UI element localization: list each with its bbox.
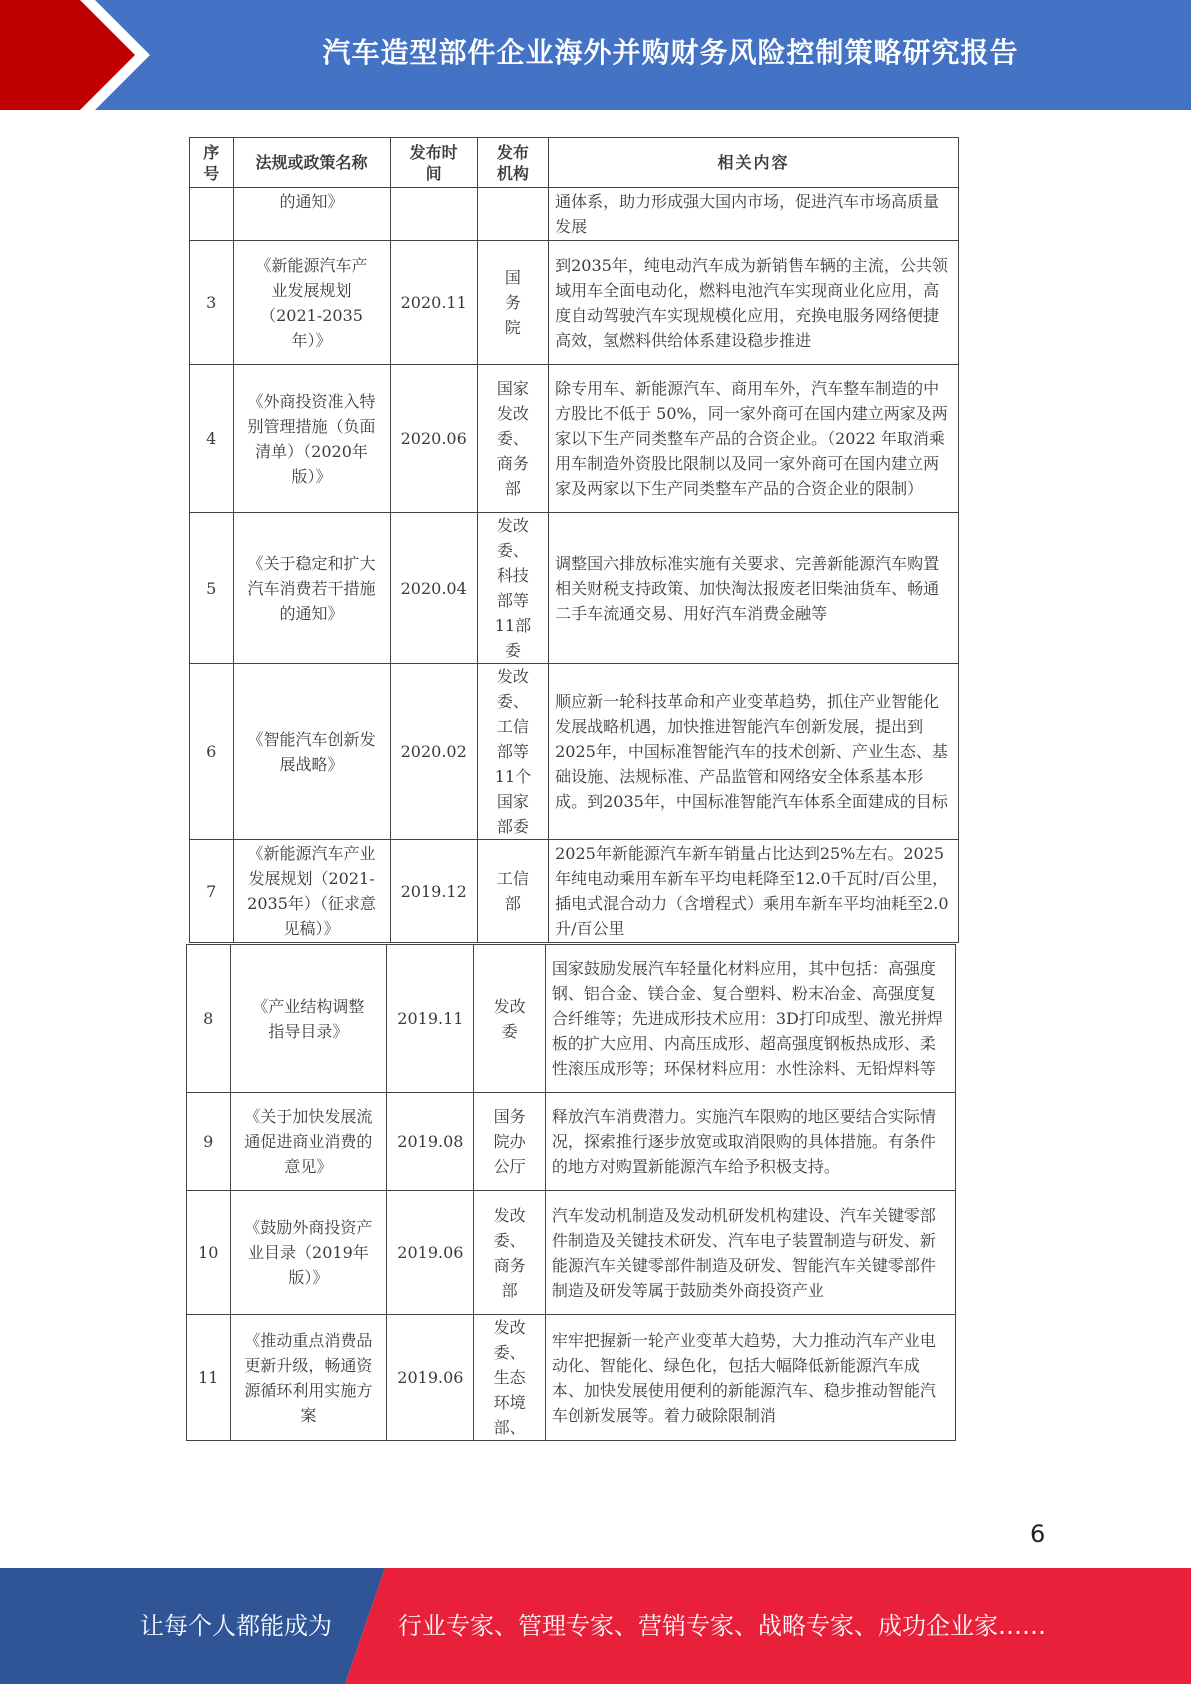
table-row (190, 664, 959, 840)
row-content: 通体系，助力形成强大国内市场，促进汽车市场高质量发展 (549, 188, 959, 241)
table-row (190, 513, 959, 664)
table-row (190, 365, 959, 513)
header-org: 发布机构 (477, 138, 548, 188)
footer-slogan-right: 行业专家、管理专家、营销专家、战略专家、成功企业家…… (398, 1612, 1046, 1640)
row-no (190, 188, 234, 241)
row-org: 工信部 (477, 840, 548, 943)
row-content: 到2035年，纯电动汽车成为新销售车辆的主流，公共领域用车全面电动化，燃料电池汽车实现商业化应用，高度自动驾驶汽车实现规模化应用，充换电服务网络便捷高效，氢燃料供给体系建设稳步推进 (549, 241, 959, 365)
row-content: 国家鼓励发展汽车轻量化材料应用，其中包括：高强度钢、铝合金、镁合金、复合塑料、粉末冶金、高强度复合纤维等；先进成形技术应用：3D打印成型、激光拼焊板的扩大应用、内高压成形、超高强度钢板热成形、柔性滚压成形等；环保材料应用：水性涂料、无铅焊料等 (545, 945, 955, 1093)
row-content: 调整国六排放标准实施有关要求、完善新能源汽车购置相关财税支持政策、加快淘汰报废老旧柴油货车、畅通二手车流通交易、用好汽车消费金融等 (549, 513, 959, 664)
row-date: 2019.06 (387, 1191, 474, 1315)
row-org: 国家发改委、商务部 (477, 365, 548, 513)
row-org: 发改委、工信部等11个国家部委 (477, 664, 548, 840)
footer-slogan-left: 让每个人都能成为 (140, 1612, 332, 1640)
table-row (190, 840, 959, 943)
row-content: 除专用车、新能源汽车、商用车外，汽车整车制造的中方股比不低于 50%，同一家外商可在国内建立两家及两家以下生产同类整车产品的合资企业。（2022 年取消乘用车制造外资股比限制以及同一家外商可在国内建立两家及两家以下生产同类整车产品的合资企业的限制） (549, 365, 959, 513)
row-date: 2020.04 (390, 513, 477, 664)
row-name: 《产业结构调整指导目录》 (230, 945, 387, 1093)
row-name: 《推动重点消费品更新升级，畅通资源循环利用实施方案 (230, 1315, 387, 1441)
row-org: 发改委、商务部 (474, 1191, 545, 1315)
row-content: 释放汽车消费潜力。实施汽车限购的地区要结合实际情况，探索推行逐步放宽或取消限购的具体措施。有条件的地方对购置新能源汽车给予积极支持。 (545, 1093, 955, 1191)
row-name: 《外商投资准入特别管理措施（负面清单）（2020年版）》 (233, 365, 390, 513)
header-chevron-icon (0, 0, 150, 110)
row-content: 顺应新一轮科技革命和产业变革趋势，抓住产业智能化发展战略机遇，加快推进智能汽车创新发展，提出到2025年，中国标准智能汽车的技术创新、产业生态、基础设施、法规标准、产品监管和网络安全体系基本形成。到2035年，中国标准智能汽车体系全面建成的目标 (549, 664, 959, 840)
row-no: 10 (187, 1191, 231, 1315)
row-org: 发改委、科技部等11部委 (477, 513, 548, 664)
row-content: 2025年新能源汽车新车销量占比达到25%左右。2025年纯电动乘用车新车平均电耗降至12.0千瓦时/百公里，插电式混合动力（含增程式）乘用车新车平均油耗至2.0升/百公里 (549, 840, 959, 943)
row-date: 2019.11 (387, 945, 474, 1093)
row-date: 2020.02 (390, 664, 477, 840)
table-row (187, 1191, 956, 1315)
row-date: 2019.12 (390, 840, 477, 943)
row-name: 《新能源汽车产业发展规划（2021-2035年）》 (233, 241, 390, 365)
header-no: 序号 (190, 138, 234, 188)
header-content: 相关内容 (549, 138, 959, 188)
page-footer (0, 1568, 1191, 1684)
row-date (390, 188, 477, 241)
row-no: 4 (190, 365, 234, 513)
table-row (190, 188, 959, 241)
row-no: 9 (187, 1093, 231, 1191)
row-name: 《鼓励外商投资产业目录（2019年版）》 (230, 1191, 387, 1315)
header-date: 发布时间 (390, 138, 477, 188)
row-name: 的通知》 (233, 188, 390, 241)
header-name: 法规或政策名称 (233, 138, 390, 188)
table-header-row (190, 138, 959, 188)
row-no: 8 (187, 945, 231, 1093)
row-name: 《关于加快发展流通促进商业消费的意见》 (230, 1093, 387, 1191)
row-org: 国务院办公厅 (474, 1093, 545, 1191)
row-no: 3 (190, 241, 234, 365)
row-no: 5 (190, 513, 234, 664)
table-row (187, 945, 956, 1093)
row-date: 2019.08 (387, 1093, 474, 1191)
row-org: 发改委、生态环境部、 (474, 1315, 545, 1441)
row-org: 国务院 (477, 241, 548, 365)
row-name: 《新能源汽车产业发展规划（2021-2035年）（征求意见稿）》 (233, 840, 390, 943)
report-title: 汽车造型部件企业海外并购财务风险控制策略研究报告 (322, 36, 1019, 69)
row-name: 《智能汽车创新发展战略》 (233, 664, 390, 840)
row-date: 2020.06 (390, 365, 477, 513)
table-row (187, 1315, 956, 1441)
row-name: 《关于稳定和扩大汽车消费若干措施的通知》 (233, 513, 390, 664)
table-row (190, 241, 959, 365)
policy-table-part2 (186, 944, 956, 1441)
row-no: 11 (187, 1315, 231, 1441)
row-content: 牢牢把握新一轮产业变革大趋势，大力推动汽车产业电动化、智能化、绿色化，包括大幅降低新能源汽车成本、加快发展使用便利的新能源汽车、稳步推动智能汽车创新发展等。着力破除限制消 (545, 1315, 955, 1441)
table-row (187, 1093, 956, 1191)
row-no: 6 (190, 664, 234, 840)
policy-table-part1 (189, 137, 959, 943)
page-header (0, 0, 1191, 110)
row-content: 汽车发动机制造及发动机研发机构建设、汽车关键零部件制造及关键技术研发、汽车电子装置制造与研发、新能源汽车关键零部件制造及研发、智能汽车关键零部件制造及研发等属于鼓励类外商投资产业 (545, 1191, 955, 1315)
row-org: 发改委 (474, 945, 545, 1093)
row-date: 2019.06 (387, 1315, 474, 1441)
row-date: 2020.11 (390, 241, 477, 365)
row-no: 7 (190, 840, 234, 943)
row-org (477, 188, 548, 241)
page-number: 6 (1030, 1520, 1046, 1548)
